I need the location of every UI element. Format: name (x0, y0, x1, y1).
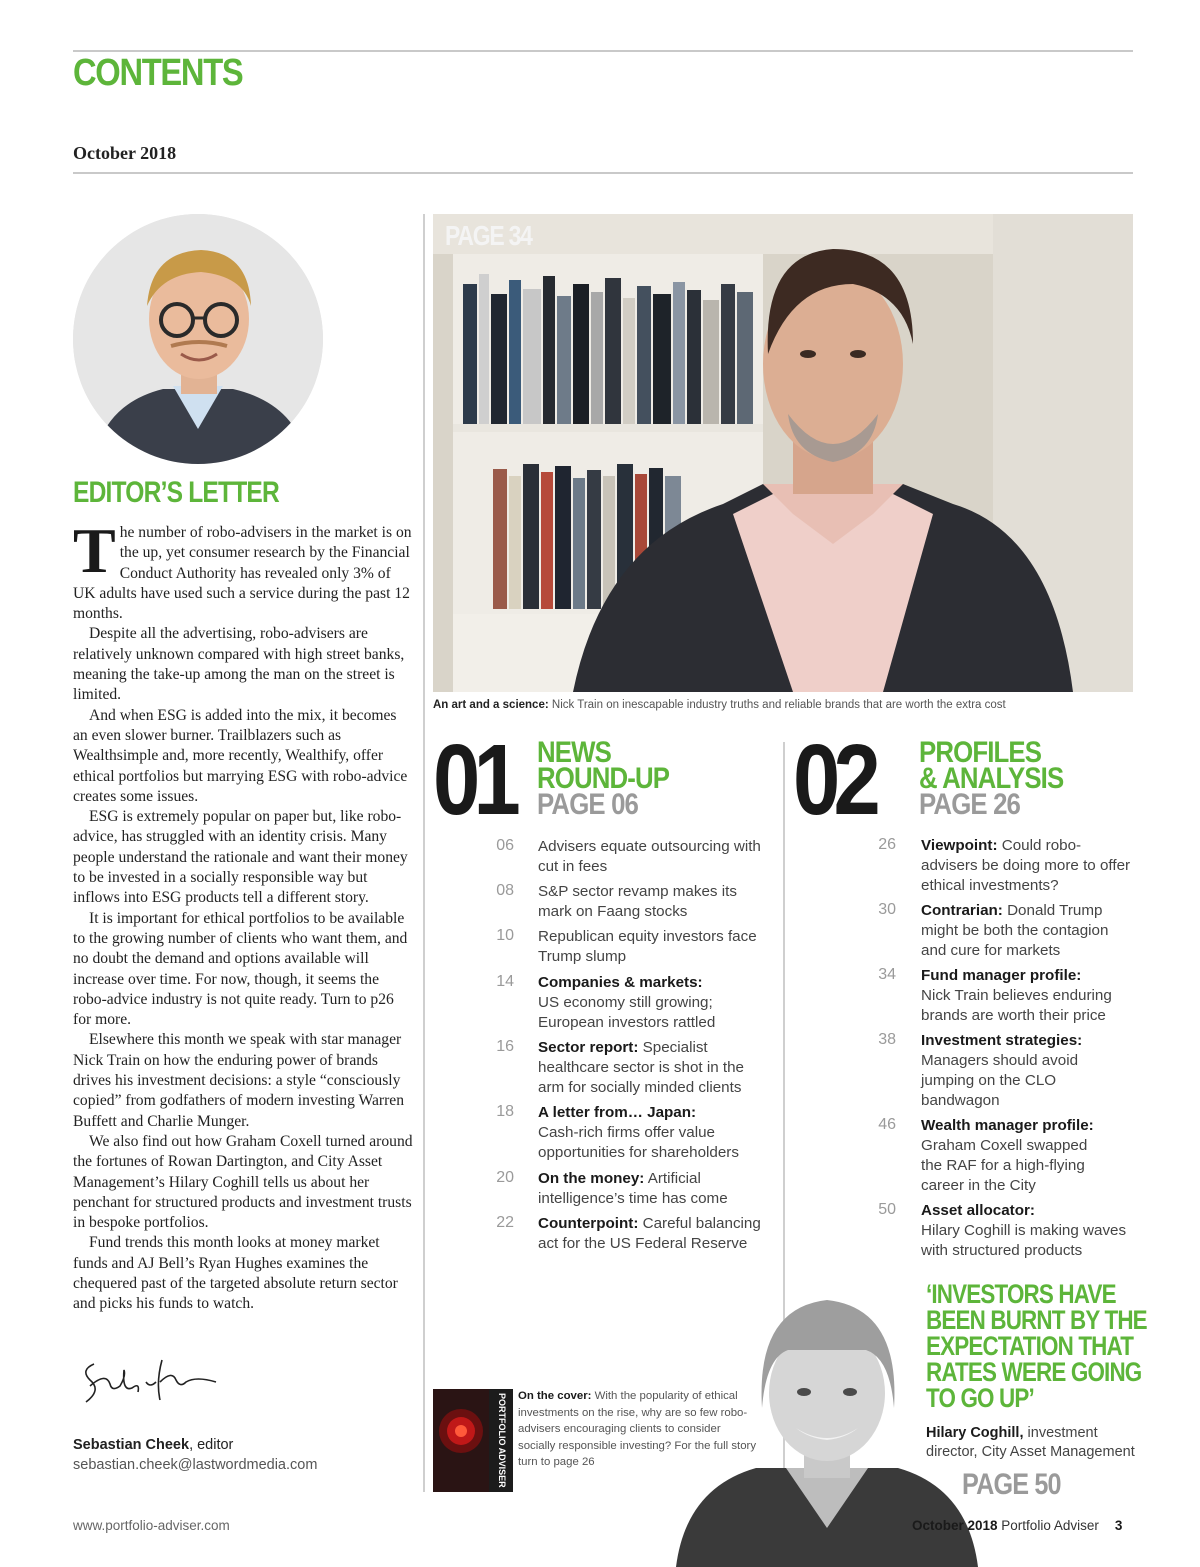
toc-entry[interactable]: S&P sector revamp makes its mark on Faang stocks (538, 883, 737, 920)
toc-entry[interactable]: Investment strategies: Managers should avoid jumping on the CLO bandwagon (921, 1032, 1083, 1109)
editor-portrait (73, 214, 323, 464)
toc-page-number: 20 (496, 1169, 514, 1186)
letter-paragraph: And when ESG is added into the mix, it becomes an even slower burner. Trailblazers such as Wealthsimple and, more recently, Wealthify, offer ethical portfolios but marrying ESG with robo-advice creates some issues. (73, 706, 408, 805)
toc-page-number: 46 (878, 1116, 896, 1133)
section-title-line2: ROUND-UP (537, 762, 670, 795)
cover-masthead: PORTFOLIO ADVISER (497, 1393, 507, 1488)
toc-entry[interactable]: Counterpoint: Careful balancing act for the US Federal Reserve (538, 1215, 761, 1252)
toc-page-number: 18 (496, 1103, 514, 1120)
section-page-link[interactable]: PAGE 26 (919, 788, 1021, 821)
footer-website-link[interactable]: www.portfolio-adviser.com (73, 1518, 230, 1533)
toc-entry[interactable]: Sector report: Specialist healthcare sector is shot in the arm for socially minded clients (538, 1039, 744, 1096)
toc-page-number: 06 (496, 837, 514, 854)
header-rule (73, 172, 1133, 174)
toc-entry[interactable]: Advisers equate outsourcing with cut in fees (538, 838, 761, 875)
editors-letter-body (73, 515, 413, 1315)
section-title-line2: & ANALYSIS (919, 762, 1064, 795)
section-title-line1: NEWS (537, 736, 611, 769)
toc-page-number: 26 (878, 836, 896, 853)
page-title: CONTENTS (73, 52, 243, 94)
section-page-link[interactable]: PAGE 06 (537, 788, 639, 821)
toc-entry[interactable]: Wealth manager profile: Graham Coxell swapped the RAF for a high-flying career in the City (921, 1117, 1094, 1194)
footer-issue-info: October 2018 Portfolio Adviser 3 (912, 1518, 1123, 1533)
magazine-cover-thumbnail[interactable] (433, 1389, 513, 1492)
drop-cap: T (73, 515, 116, 586)
toc-page-number: 10 (496, 927, 514, 944)
editor-name: Sebastian Cheek, editor (73, 1437, 234, 1453)
letter-paragraph: Fund trends this month looks at money market funds and AJ Bell’s Ryan Hughes examines the chequered past of the targeted absolute return sector and picks his funds to watch. (73, 1234, 398, 1313)
toc-entry[interactable]: Contrarian: Donald Trump might be both the contagion and cure for markets (921, 902, 1109, 959)
column-divider (423, 214, 425, 1492)
quote-page-link[interactable]: PAGE 50 (962, 1468, 1061, 1501)
editor-signature (76, 1352, 226, 1412)
toc-page-number: 08 (496, 882, 514, 899)
letter-paragraph: he number of robo-advisers in the market is on the up, yet consumer research by the Financial Conduct Authority has revealed only 3% of UK adults have used such a service during the past 12 months. (73, 524, 412, 623)
toc-entry[interactable]: Viewpoint: Could robo-advisers be doing more to offer ethical investments? (921, 837, 1131, 894)
pull-quote: ‘INVESTORS HAVE BEEN BURNT BY THE EXPECTATION THAT RATES WERE GOING TO GO UP’ (926, 1279, 1147, 1413)
letter-paragraph: We also find out how Graham Coxell turned around the fortunes of Rowan Dartington, and City Asset Management’s Hilary Coghill tells us about her penchant for structured products and investment trusts in bespoke portfolios. (73, 1132, 413, 1232)
issue-date: October 2018 (73, 143, 177, 163)
editor-email-link[interactable]: sebastian.cheek@lastwordmedia.com (73, 1457, 318, 1473)
letter-paragraph: Despite all the advertising, robo-advisers are relatively unknown compared with high street banks, meaning the take-up among the man on the street is limited. (73, 625, 405, 704)
section-title-line1: PROFILES (919, 736, 1042, 769)
section-number-01: 01 (433, 724, 514, 836)
quote-attribution: Hilary Coghill, investment director, City Asset Management (926, 1425, 1135, 1460)
toc-entry[interactable]: On the money: Artificial intelligence’s time has come (538, 1170, 728, 1207)
page-number: 3 (1114, 1518, 1123, 1533)
letter-paragraph: Elsewhere this month we speak with star manager Nick Train on how the enduring power of brands drives his investment decisions: a style “consciously copied” from godfathers of modern investing Warren Buffett and Charlie Munger. (73, 1031, 405, 1130)
toc-page-number: 22 (496, 1214, 514, 1231)
toc-page-number: 34 (878, 966, 896, 983)
cover-story-text: On the cover: With the popularity of ethical investments on the rise, why are so few robo-advisers encouraging clients to consider socially responsible investing? For the full story turn to page 26 (518, 1390, 757, 1468)
photo-caption: An art and a science: Nick Train on inescapable industry truths and reliable brands that are worth the extra cost (433, 699, 1006, 711)
toc-entry[interactable]: Republican equity investors face Trump slump (538, 928, 757, 965)
toc-entry[interactable]: Asset allocator: Hilary Coghill is making waves with structured products (921, 1202, 1127, 1259)
section-number-02: 02 (793, 724, 874, 836)
toc-entry[interactable]: A letter from… Japan: Cash-rich firms offer value opportunities for shareholders (538, 1104, 739, 1161)
feature-page-label: PAGE 34 (445, 220, 532, 251)
editors-letter-heading: EDITOR’S LETTER (73, 476, 279, 509)
toc-page-number: 38 (878, 1031, 896, 1048)
toc-page-number: 16 (496, 1038, 514, 1055)
letter-paragraph: ESG is extremely popular on paper but, like robo-advice, has struggled with an identity crisis. Many people understand the rationale and want their money to be invested in a socially responsible way but inflows into ESG products tell a different story. (73, 808, 408, 907)
letter-paragraph: It is important for ethical portfolios to be available to the growing number of clients who want them, and no doubt the demand and options available will increase over time. For now, though, it seems the robo-advice industry is not quite ready. Turn to p26 for more. (73, 909, 408, 1029)
toc-page-number: 30 (878, 901, 896, 918)
toc-page-number: 14 (496, 973, 514, 990)
toc-entry[interactable]: Fund manager profile: Nick Train believes enduring brands are worth their price (921, 967, 1112, 1024)
nick-train-photo (433, 214, 1133, 692)
toc-entry[interactable]: Companies & markets: US economy still growing; European investors rattled (538, 974, 716, 1031)
toc-page-number: 50 (878, 1201, 896, 1218)
